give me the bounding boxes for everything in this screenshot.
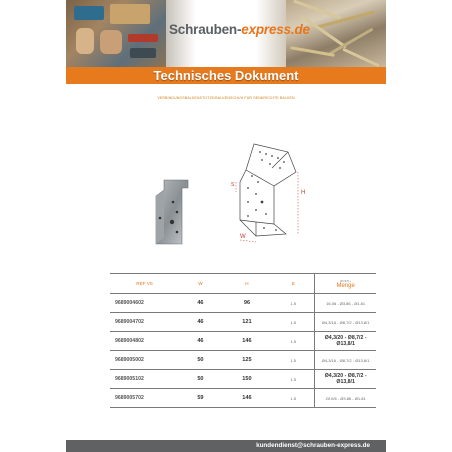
- document-title: Technisches Dokument: [153, 68, 299, 83]
- footer-email-link[interactable]: kundendienst@schrauben-express.de: [256, 442, 370, 449]
- cell-menge: 16.06 - Ø3.86 - Ø1.81: [315, 294, 376, 313]
- footer-bar: [66, 440, 386, 452]
- cell-w: 46: [179, 332, 222, 351]
- col-header-e: E: [272, 274, 315, 294]
- cell-e: 1.5: [272, 294, 315, 313]
- cell-e: 1.5: [272, 370, 315, 389]
- cell-ref: 9689005002: [110, 351, 179, 370]
- technical-drawing: [226, 142, 366, 246]
- logo-text-part2: express.de: [241, 22, 310, 37]
- col-header-menge: [315, 274, 376, 294]
- cell-ref: 9689004802: [110, 332, 179, 351]
- cell-menge: Ø4,3/20 - Ø8,7/2 - Ø13,8/1: [315, 370, 376, 389]
- dimension-w-label: W: [240, 234, 246, 240]
- cell-h: 96: [222, 294, 273, 313]
- brand-logo[interactable]: [169, 22, 310, 37]
- cell-menge: 20.0/6 - Ø3.86 - Ø1.81: [315, 389, 376, 408]
- title-bar: [66, 67, 386, 84]
- product-subtitle: VERBINDUNGSBALKENSTÜTZE/BALKENSCHUH FÜR SENKRECHTE BALKEN: [157, 96, 295, 100]
- cell-h: 146: [222, 389, 273, 408]
- col-header-h: H: [222, 274, 273, 294]
- tools-photo: [66, 0, 166, 67]
- cell-e: 1.5: [272, 313, 315, 332]
- cell-w: 46: [179, 313, 222, 332]
- menge-header-label: Menge: [336, 282, 355, 289]
- col-header-ref: REF VS: [110, 274, 179, 294]
- cell-w: 50: [179, 351, 222, 370]
- table-row: [110, 389, 376, 408]
- cell-w: 59: [179, 389, 222, 408]
- table-row: [110, 351, 376, 370]
- cell-menge: Ø4,3/16 - Ø8,7/2 - Ø13,8/1: [315, 351, 376, 370]
- cell-h: 150: [222, 370, 273, 389]
- cell-e: 1.5: [272, 351, 315, 370]
- menge-header-small: Ø (ST)+: [340, 278, 352, 283]
- cell-ref: 9689004702: [110, 313, 179, 332]
- dimension-s-label: S: [231, 182, 235, 188]
- cell-e: 1.5: [272, 389, 315, 408]
- cell-menge: Ø4,3/20 - Ø8,7/2 - Ø13,8/1: [315, 332, 376, 351]
- table-row: [110, 332, 376, 351]
- cell-ref: 9689004602: [110, 294, 179, 313]
- product-photo: [152, 178, 192, 246]
- cell-ref: 9689005702: [110, 389, 179, 408]
- cell-menge: Ø4,3/16 - Ø8,7/2 - Ø13,8/1: [315, 313, 376, 332]
- table-row: [110, 370, 376, 389]
- table-row: [110, 294, 376, 313]
- dimension-h-label: H: [301, 190, 306, 196]
- cell-h: 121: [222, 313, 273, 332]
- table-row: [110, 313, 376, 332]
- header-banner: [66, 0, 386, 67]
- cell-h: 146: [222, 332, 273, 351]
- cell-e: 1.5: [272, 332, 315, 351]
- product-table: [110, 273, 376, 408]
- cell-w: 50: [179, 370, 222, 389]
- table-header-row: [110, 274, 376, 294]
- logo-text-part1: Schrauben-: [169, 22, 242, 37]
- cell-ref: 9689005102: [110, 370, 179, 389]
- cell-h: 125: [222, 351, 273, 370]
- document-page: [66, 0, 386, 452]
- cell-w: 46: [179, 294, 222, 313]
- col-header-w: W: [179, 274, 222, 294]
